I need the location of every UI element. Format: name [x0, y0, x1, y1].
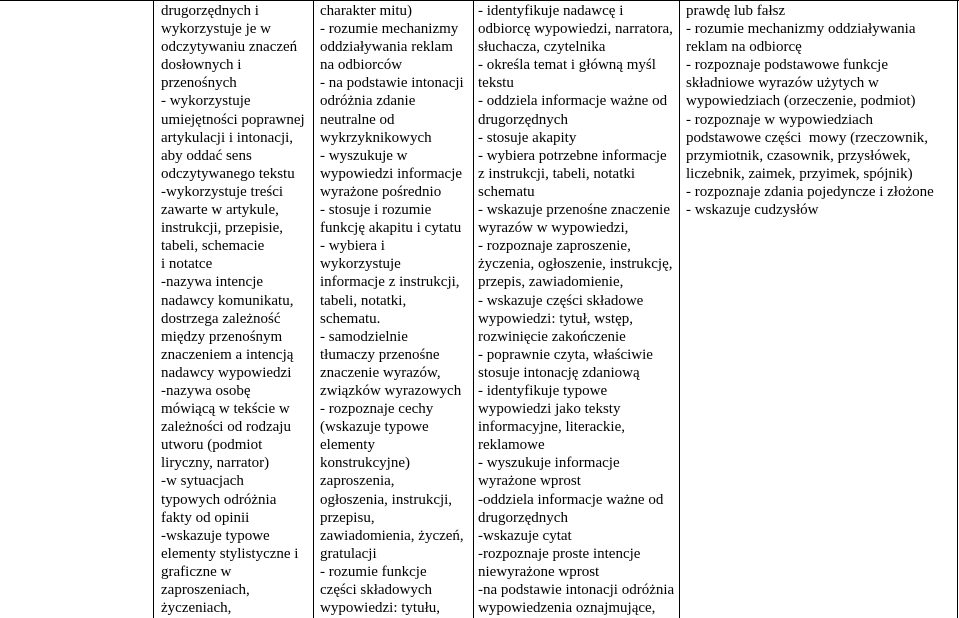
text-line: utworu (podmiot — [161, 437, 263, 454]
text-line: zawiadomienia, życzeń, — [320, 527, 464, 544]
text-line: niewyrażone wprost — [478, 563, 600, 580]
text-line: reklamowe — [478, 437, 545, 454]
text-line: konstrukcyjne) — [320, 455, 410, 472]
text-line: informacyjne, literackie, — [478, 419, 626, 436]
text-line: wypowiedzi: tytuł, wstęp, — [478, 310, 633, 327]
text-line: -wskazuje cytat — [478, 527, 572, 544]
text-line: - rozpoznaje w wypowiedziach — [686, 111, 874, 128]
text-line: życzenia, ogłoszenie, instrukcję, — [478, 256, 673, 273]
column-divider — [153, 0, 154, 618]
text-line: ogłoszenia, instrukcji, — [320, 491, 453, 508]
text-line: funkcję akapitu i cytatu — [320, 220, 462, 237]
text-line: -rozpoznaje proste intencje — [478, 545, 641, 562]
text-line: wypowiedzenia oznajmujące, — [478, 600, 656, 617]
text-line: przepisu, — [320, 509, 375, 526]
text-line: zawarte w artykule, — [161, 202, 279, 219]
text-line: i notatce — [161, 256, 213, 273]
text-line: tabeli, notatki, — [320, 292, 407, 309]
table-cell-column-2 — [320, 2, 472, 617]
text-line: tekstu — [478, 75, 514, 92]
text-line: graficzne w — [161, 563, 232, 580]
table-cell-column-1 — [161, 2, 311, 617]
text-line: schematu — [478, 183, 535, 200]
text-line: tłumaczy przenośne — [320, 346, 440, 363]
text-line: -oddziela informacje ważne od — [478, 491, 664, 508]
text-line: na odbiorców — [320, 57, 403, 74]
text-line: słuchacza, czytelnika — [478, 39, 606, 56]
text-line: - oddziela informacje ważne od — [478, 93, 668, 110]
text-line: wykorzystuje — [320, 256, 401, 273]
text-line: charakter mitu) — [320, 3, 413, 19]
text-line: gratulacji — [320, 545, 377, 562]
text-line: oddziaływania reklam — [320, 39, 453, 56]
text-line: (wskazuje typowe — [320, 419, 429, 436]
text-line: - wybiera potrzebne informacje — [478, 147, 667, 164]
text-line: - rozpoznaje zaproszenie, — [478, 238, 631, 255]
text-line: odczytywaniu znaczeń — [161, 39, 298, 56]
text-line: elementy — [320, 437, 375, 454]
text-line: liryczny, narrator) — [161, 455, 270, 472]
text-line: wykrzyknikowych — [320, 129, 432, 146]
table-cell-column-4 — [686, 2, 956, 219]
text-line: - rozpoznaje cechy — [320, 401, 434, 418]
text-line: z instrukcji, tabeli, notatki — [478, 165, 636, 182]
table-cell-column-3 — [478, 2, 678, 617]
text-line: -wskazuje typowe — [161, 527, 270, 544]
text-line: typowych odróżnia — [161, 491, 277, 508]
text-line: prawdę lub fałsz — [686, 3, 786, 19]
text-line: odczytywanego tekstu — [161, 165, 295, 182]
text-line: wyrażone pośrednio — [320, 183, 442, 200]
text-line: - poprawnie czyta, właściwie — [478, 346, 653, 363]
text-line: stosuje intonację zdaniową — [478, 364, 640, 381]
text-line: przenośnych — [161, 75, 237, 92]
text-line: informacje z instrukcji, — [320, 274, 460, 291]
text-line: umiejętności poprawnej — [161, 111, 305, 128]
text-line: - identyfikuje nadawcę i — [478, 3, 624, 19]
text-line: związków wyrazowych — [320, 382, 462, 399]
column-divider — [679, 0, 680, 618]
text-line: znaczeniem a intencją — [161, 346, 294, 363]
text-line: nadawcy wypowiedzi — [161, 364, 292, 381]
text-line: - wybiera i — [320, 238, 385, 255]
text-line: drugorzędnych i — [161, 3, 259, 19]
text-line: rozwinięcie zakończenie — [478, 328, 626, 345]
text-line: - wyszukuje w — [320, 147, 408, 164]
text-line: -w sytuacjach — [161, 473, 244, 490]
text-line: drugorzędnych — [478, 509, 568, 526]
text-line: dosłownych i — [161, 57, 242, 74]
text-line: - rozumie mechanizmy — [320, 21, 459, 38]
text-line: wyrazów w wypowiedzi, — [478, 220, 629, 237]
text-line: fakty od opinii — [161, 509, 250, 526]
text-line: - wyszukuje informacje — [478, 455, 620, 472]
text-line: - rozumie funkcje — [320, 563, 427, 580]
text-line: - wskazuje przenośne znaczenie — [478, 202, 670, 219]
text-line: odróżnia zdanie — [320, 93, 416, 110]
text-line: mówiącą w tekście w — [161, 401, 290, 418]
text-line: nadawcy komunikatu, — [161, 292, 294, 309]
text-line: życzeniach, — [161, 600, 232, 617]
text-line: wykorzystuje je w — [161, 21, 271, 38]
text-line: -wykorzystuje treści — [161, 183, 284, 200]
text-line: reklam na odbiorcę — [686, 39, 802, 56]
text-line: elementy stylistyczne i — [161, 545, 299, 562]
column-divider — [473, 0, 474, 618]
text-line: - rozumie mechanizmy oddziaływania — [686, 21, 916, 38]
text-line: -nazywa osobę — [161, 382, 251, 399]
text-line: przepis, zawiadomienie, — [478, 274, 624, 291]
text-line: - na podstawie intonacji — [320, 75, 464, 92]
text-line: - identyfikuje typowe — [478, 382, 608, 399]
text-line: - wskazuje części składowe — [478, 292, 644, 309]
text-line: zależności od rodzaju — [161, 419, 291, 436]
text-line: -nazywa intencje — [161, 274, 264, 291]
text-line: drugorzędnych — [478, 111, 568, 128]
text-line: wyrażone wprost — [478, 473, 581, 490]
text-line: tabeli, schemacie — [161, 238, 265, 255]
text-line: dostrzega zależność — [161, 310, 281, 327]
text-line: składniowe wyrazów użytych w — [686, 75, 879, 92]
text-line: podstawowe części mowy (rzeczownik, — [686, 129, 928, 146]
column-divider — [313, 0, 314, 618]
table-top-border — [0, 0, 959, 1]
text-line: - wykorzystuje — [161, 93, 251, 110]
text-line: przymiotnik, czasownik, przysłówek, — [686, 147, 911, 164]
text-line: zaproszenia, — [320, 473, 395, 490]
text-line: aby oddać sens — [161, 147, 252, 164]
text-line: - rozpoznaje zdania pojedyncze i złożone — [686, 183, 934, 200]
text-line: - określa temat i główną myśl — [478, 57, 656, 74]
text-line: instrukcji, przepisie, — [161, 220, 284, 237]
text-line: liczebnik, zaimek, przyimek, spójnik) — [686, 165, 913, 182]
text-line: - stosuje i rozumie — [320, 202, 432, 219]
text-line: schematu. — [320, 310, 381, 327]
text-line: wypowiedzi jako teksty — [478, 401, 621, 418]
text-line: wypowiedzi informacje — [320, 165, 463, 182]
text-line: - rozpoznaje podstawowe funkcje — [686, 57, 889, 74]
text-line: między przenośnym — [161, 328, 283, 345]
text-line: wypowiedzi: tytułu, — [320, 600, 440, 617]
text-line: -na podstawie intonacji odróżnia — [478, 582, 675, 598]
text-line: wypowiedziach (orzeczenie, podmiot) — [686, 93, 916, 110]
text-line: neutralne od — [320, 111, 395, 128]
text-line: - samodzielnie — [320, 328, 408, 345]
text-line: - stosuje akapity — [478, 129, 577, 146]
text-line: znaczenie wyrazów, — [320, 364, 441, 381]
text-line: części składowych — [320, 582, 433, 598]
column-divider — [957, 0, 958, 618]
text-line: - wskazuje cudzysłów — [686, 202, 819, 219]
text-line: odbiorcę wypowiedzi, narratora, — [478, 21, 673, 38]
text-line: artykulacji i intonacji, — [161, 129, 294, 146]
text-line: zaproszeniach, — [161, 582, 250, 598]
